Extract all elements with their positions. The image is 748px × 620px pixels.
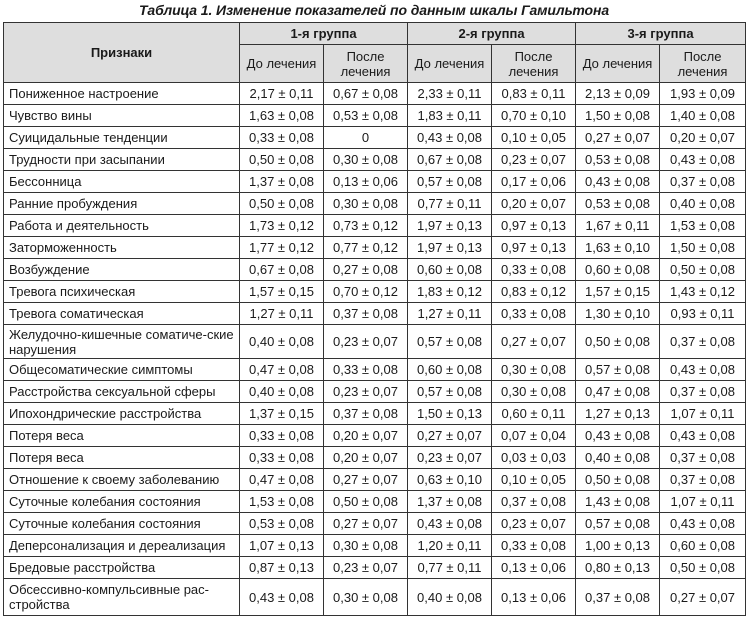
- table-row: [4, 403, 746, 425]
- value-cell: 0,50 ± 0,08: [324, 491, 408, 513]
- value-cell: 0,97 ± 0,13: [492, 215, 576, 237]
- value-cell: 2,33 ± 0,11: [408, 83, 492, 105]
- value-cell: 0,37 ± 0,08: [660, 381, 746, 403]
- table-row: [4, 425, 746, 447]
- value-cell: 0,33 ± 0,08: [492, 259, 576, 281]
- value-cell: 0,57 ± 0,08: [408, 325, 492, 359]
- value-cell: 1,20 ± 0,11: [408, 535, 492, 557]
- table-row: [4, 171, 746, 193]
- value-cell: 0,37 ± 0,08: [660, 171, 746, 193]
- value-cell: 0,13 ± 0,06: [324, 171, 408, 193]
- value-cell: 0,53 ± 0,08: [240, 513, 324, 535]
- value-cell: 0,17 ± 0,06: [492, 171, 576, 193]
- value-cell: 0,03 ± 0,03: [492, 447, 576, 469]
- value-cell: 0,67 ± 0,08: [408, 149, 492, 171]
- value-cell: 0,53 ± 0,08: [324, 105, 408, 127]
- value-cell: 0,33 ± 0,08: [240, 127, 324, 149]
- value-cell: 0,33 ± 0,08: [240, 425, 324, 447]
- value-cell: 0,43 ± 0,08: [408, 513, 492, 535]
- row-label: Суточные колебания состояния: [4, 491, 240, 513]
- value-cell: 1,00 ± 0,13: [576, 535, 660, 557]
- value-cell: 0,47 ± 0,08: [576, 381, 660, 403]
- value-cell: 0,23 ± 0,07: [324, 381, 408, 403]
- value-cell: 0,43 ± 0,08: [660, 513, 746, 535]
- value-cell: 0,20 ± 0,07: [324, 447, 408, 469]
- table-row: [4, 325, 746, 359]
- row-label: Работа и деятельность: [4, 215, 240, 237]
- value-cell: 0,60 ± 0,08: [408, 359, 492, 381]
- value-cell: 1,40 ± 0,08: [660, 105, 746, 127]
- value-cell: 0,53 ± 0,08: [576, 149, 660, 171]
- value-cell: 0,47 ± 0,08: [240, 359, 324, 381]
- value-cell: 1,43 ± 0,12: [660, 281, 746, 303]
- table-row: [4, 359, 746, 381]
- row-label: Бессонница: [4, 171, 240, 193]
- value-cell: 1,07 ± 0,11: [660, 403, 746, 425]
- value-cell: 0,43 ± 0,08: [576, 425, 660, 447]
- value-cell: 0,30 ± 0,08: [324, 193, 408, 215]
- row-label: Суицидальные тенденции: [4, 127, 240, 149]
- value-cell: 1,43 ± 0,08: [576, 491, 660, 513]
- table-row: [4, 447, 746, 469]
- value-cell: 0,63 ± 0,10: [408, 469, 492, 491]
- table-row: [4, 303, 746, 325]
- value-cell: 1,97 ± 0,13: [408, 237, 492, 259]
- value-cell: 2,17 ± 0,11: [240, 83, 324, 105]
- value-cell: 0,20 ± 0,07: [660, 127, 746, 149]
- value-cell: 0,80 ± 0,13: [576, 557, 660, 579]
- value-cell: 0,33 ± 0,08: [324, 359, 408, 381]
- value-cell: 0,93 ± 0,11: [660, 303, 746, 325]
- value-cell: 0,33 ± 0,08: [240, 447, 324, 469]
- table-row: [4, 513, 746, 535]
- value-cell: 0,50 ± 0,08: [240, 193, 324, 215]
- value-cell: 1,50 ± 0,13: [408, 403, 492, 425]
- value-cell: 0,40 ± 0,08: [660, 193, 746, 215]
- value-cell: 0,23 ± 0,07: [492, 149, 576, 171]
- group-1-after-header: После лечения: [324, 45, 408, 83]
- value-cell: 0,43 ± 0,08: [240, 579, 324, 616]
- value-cell: 0,37 ± 0,08: [576, 579, 660, 616]
- value-cell: 0,27 ± 0,07: [660, 579, 746, 616]
- table-row: [4, 381, 746, 403]
- value-cell: 0,37 ± 0,08: [660, 469, 746, 491]
- table-row: [4, 127, 746, 149]
- group-3-before-header: До лечения: [576, 45, 660, 83]
- table-row: [4, 149, 746, 171]
- value-cell: 0,37 ± 0,08: [660, 325, 746, 359]
- value-cell: 0,33 ± 0,08: [492, 535, 576, 557]
- value-cell: 1,77 ± 0,12: [240, 237, 324, 259]
- value-cell: 0,83 ± 0,12: [492, 281, 576, 303]
- row-label: Расстройства сексуальной сферы: [4, 381, 240, 403]
- value-cell: 2,13 ± 0,09: [576, 83, 660, 105]
- table-caption: Таблица 1. Изменение показателей по данным шкалы Гамильтона: [138, 2, 610, 18]
- value-cell: 0,60 ± 0,08: [660, 535, 746, 557]
- value-cell: 0,37 ± 0,08: [492, 491, 576, 513]
- value-cell: 1,83 ± 0,11: [408, 105, 492, 127]
- table-row: [4, 83, 746, 105]
- value-cell: 0,40 ± 0,08: [240, 325, 324, 359]
- table-row: [4, 579, 746, 616]
- table-row: [4, 469, 746, 491]
- value-cell: 0,40 ± 0,08: [408, 579, 492, 616]
- row-label: Бредовые расстройства: [4, 557, 240, 579]
- row-label: Потеря веса: [4, 425, 240, 447]
- value-cell: 0,60 ± 0,08: [576, 259, 660, 281]
- value-cell: 0,27 ± 0,07: [576, 127, 660, 149]
- value-cell: 0,10 ± 0,05: [492, 127, 576, 149]
- value-cell: 0,30 ± 0,08: [324, 535, 408, 557]
- value-cell: 0,77 ± 0,11: [408, 193, 492, 215]
- group-3-header: 3-я группа: [576, 23, 746, 45]
- feature-column-header: Признаки: [4, 23, 240, 83]
- value-cell: 0,20 ± 0,07: [324, 425, 408, 447]
- row-label: Общесоматические симптомы: [4, 359, 240, 381]
- value-cell: 0,23 ± 0,07: [492, 513, 576, 535]
- value-cell: 1,07 ± 0,11: [660, 491, 746, 513]
- value-cell: 1,73 ± 0,12: [240, 215, 324, 237]
- value-cell: 1,27 ± 0,11: [240, 303, 324, 325]
- row-label: Потеря веса: [4, 447, 240, 469]
- value-cell: 0,50 ± 0,08: [660, 259, 746, 281]
- value-cell: 0,30 ± 0,08: [492, 359, 576, 381]
- value-cell: 1,07 ± 0,13: [240, 535, 324, 557]
- value-cell: 1,37 ± 0,08: [408, 491, 492, 513]
- row-label: Обсессивно-компульсивные рас-стройства: [4, 579, 240, 616]
- value-cell: 0,37 ± 0,08: [324, 403, 408, 425]
- table-row: [4, 259, 746, 281]
- value-cell: 1,27 ± 0,11: [408, 303, 492, 325]
- value-cell: 0,77 ± 0,11: [408, 557, 492, 579]
- value-cell: 0,40 ± 0,08: [576, 447, 660, 469]
- row-label: Заторможенность: [4, 237, 240, 259]
- value-cell: 0,53 ± 0,08: [576, 193, 660, 215]
- row-label: Тревога соматическая: [4, 303, 240, 325]
- value-cell: 0,60 ± 0,11: [492, 403, 576, 425]
- value-cell: 0,33 ± 0,08: [492, 303, 576, 325]
- value-cell: 0,47 ± 0,08: [240, 469, 324, 491]
- value-cell: 1,93 ± 0,09: [660, 83, 746, 105]
- value-cell: 0,70 ± 0,12: [324, 281, 408, 303]
- row-label: Тревога психическая: [4, 281, 240, 303]
- value-cell: 1,83 ± 0,12: [408, 281, 492, 303]
- value-cell: 1,57 ± 0,15: [240, 281, 324, 303]
- row-label: Возбуждение: [4, 259, 240, 281]
- value-cell: 0,50 ± 0,08: [240, 149, 324, 171]
- value-cell: 1,37 ± 0,15: [240, 403, 324, 425]
- value-cell: 1,50 ± 0,08: [660, 237, 746, 259]
- value-cell: 1,97 ± 0,13: [408, 215, 492, 237]
- value-cell: 1,63 ± 0,10: [576, 237, 660, 259]
- value-cell: 0,30 ± 0,08: [492, 381, 576, 403]
- value-cell: 0,30 ± 0,08: [324, 579, 408, 616]
- value-cell: 0,10 ± 0,05: [492, 469, 576, 491]
- value-cell: 1,67 ± 0,11: [576, 215, 660, 237]
- value-cell: 0,43 ± 0,08: [576, 171, 660, 193]
- value-cell: 0,57 ± 0,08: [576, 359, 660, 381]
- value-cell: 1,53 ± 0,08: [240, 491, 324, 513]
- table-body: [4, 83, 746, 616]
- row-label: Чувство вины: [4, 105, 240, 127]
- group-2-before-header: До лечения: [408, 45, 492, 83]
- value-cell: 0,27 ± 0,07: [324, 513, 408, 535]
- value-cell: 0,07 ± 0,04: [492, 425, 576, 447]
- value-cell: 0,73 ± 0,12: [324, 215, 408, 237]
- value-cell: 0,13 ± 0,06: [492, 579, 576, 616]
- value-cell: 0,13 ± 0,06: [492, 557, 576, 579]
- hamilton-scale-table: [3, 22, 746, 616]
- table-row: [4, 281, 746, 303]
- value-cell: 0,87 ± 0,13: [240, 557, 324, 579]
- value-cell: 0,23 ± 0,07: [324, 557, 408, 579]
- value-cell: 0,30 ± 0,08: [324, 149, 408, 171]
- value-cell: 1,37 ± 0,08: [240, 171, 324, 193]
- value-cell: 0,67 ± 0,08: [324, 83, 408, 105]
- table-row: [4, 215, 746, 237]
- value-cell: 0,50 ± 0,08: [576, 325, 660, 359]
- row-label: Суточные колебания состояния: [4, 513, 240, 535]
- value-cell: 1,57 ± 0,15: [576, 281, 660, 303]
- row-label: Ипохондрические расстройства: [4, 403, 240, 425]
- value-cell: 1,53 ± 0,08: [660, 215, 746, 237]
- value-cell: 0,57 ± 0,08: [576, 513, 660, 535]
- header-row-groups: [4, 23, 746, 45]
- value-cell: 0,27 ± 0,07: [492, 325, 576, 359]
- group-2-after-header: После лечения: [492, 45, 576, 83]
- table-row: [4, 535, 746, 557]
- value-cell: 0,83 ± 0,11: [492, 83, 576, 105]
- row-label: Пониженное настроение: [4, 83, 240, 105]
- group-3-after-header: После лечения: [660, 45, 746, 83]
- value-cell: 0,97 ± 0,13: [492, 237, 576, 259]
- group-2-header: 2-я группа: [408, 23, 576, 45]
- value-cell: 0,57 ± 0,08: [408, 381, 492, 403]
- row-label: Желудочно-кишечные соматиче-ские нарушения: [4, 325, 240, 359]
- row-label: Деперсонализация и дереализация: [4, 535, 240, 557]
- value-cell: 0,23 ± 0,07: [324, 325, 408, 359]
- value-cell: 0,77 ± 0,12: [324, 237, 408, 259]
- value-cell: 0,50 ± 0,08: [576, 469, 660, 491]
- value-cell: 1,50 ± 0,08: [576, 105, 660, 127]
- value-cell: 0,40 ± 0,08: [240, 381, 324, 403]
- value-cell: 0,27 ± 0,07: [324, 469, 408, 491]
- table-row: [4, 491, 746, 513]
- value-cell: 0,43 ± 0,08: [660, 149, 746, 171]
- value-cell: 0,67 ± 0,08: [240, 259, 324, 281]
- value-cell: 0,43 ± 0,08: [660, 425, 746, 447]
- value-cell: 0,37 ± 0,08: [324, 303, 408, 325]
- value-cell: 1,27 ± 0,13: [576, 403, 660, 425]
- value-cell: 0,57 ± 0,08: [408, 171, 492, 193]
- table-row: [4, 237, 746, 259]
- row-label: Отношение к своему заболеванию: [4, 469, 240, 491]
- value-cell: 0,23 ± 0,07: [408, 447, 492, 469]
- row-label: Ранние пробуждения: [4, 193, 240, 215]
- value-cell: 0,43 ± 0,08: [408, 127, 492, 149]
- value-cell: 0: [324, 127, 408, 149]
- value-cell: 0,27 ± 0,08: [324, 259, 408, 281]
- value-cell: 0,50 ± 0,08: [660, 557, 746, 579]
- value-cell: 0,43 ± 0,08: [660, 359, 746, 381]
- table-row: [4, 557, 746, 579]
- value-cell: 0,60 ± 0,08: [408, 259, 492, 281]
- group-1-header: 1-я группа: [240, 23, 408, 45]
- value-cell: 0,70 ± 0,10: [492, 105, 576, 127]
- value-cell: 1,63 ± 0,08: [240, 105, 324, 127]
- value-cell: 0,27 ± 0,07: [408, 425, 492, 447]
- table-row: [4, 105, 746, 127]
- value-cell: 0,37 ± 0,08: [660, 447, 746, 469]
- group-1-before-header: До лечения: [240, 45, 324, 83]
- value-cell: 1,30 ± 0,10: [576, 303, 660, 325]
- row-label: Трудности при засыпании: [4, 149, 240, 171]
- value-cell: 0,20 ± 0,07: [492, 193, 576, 215]
- table-row: [4, 193, 746, 215]
